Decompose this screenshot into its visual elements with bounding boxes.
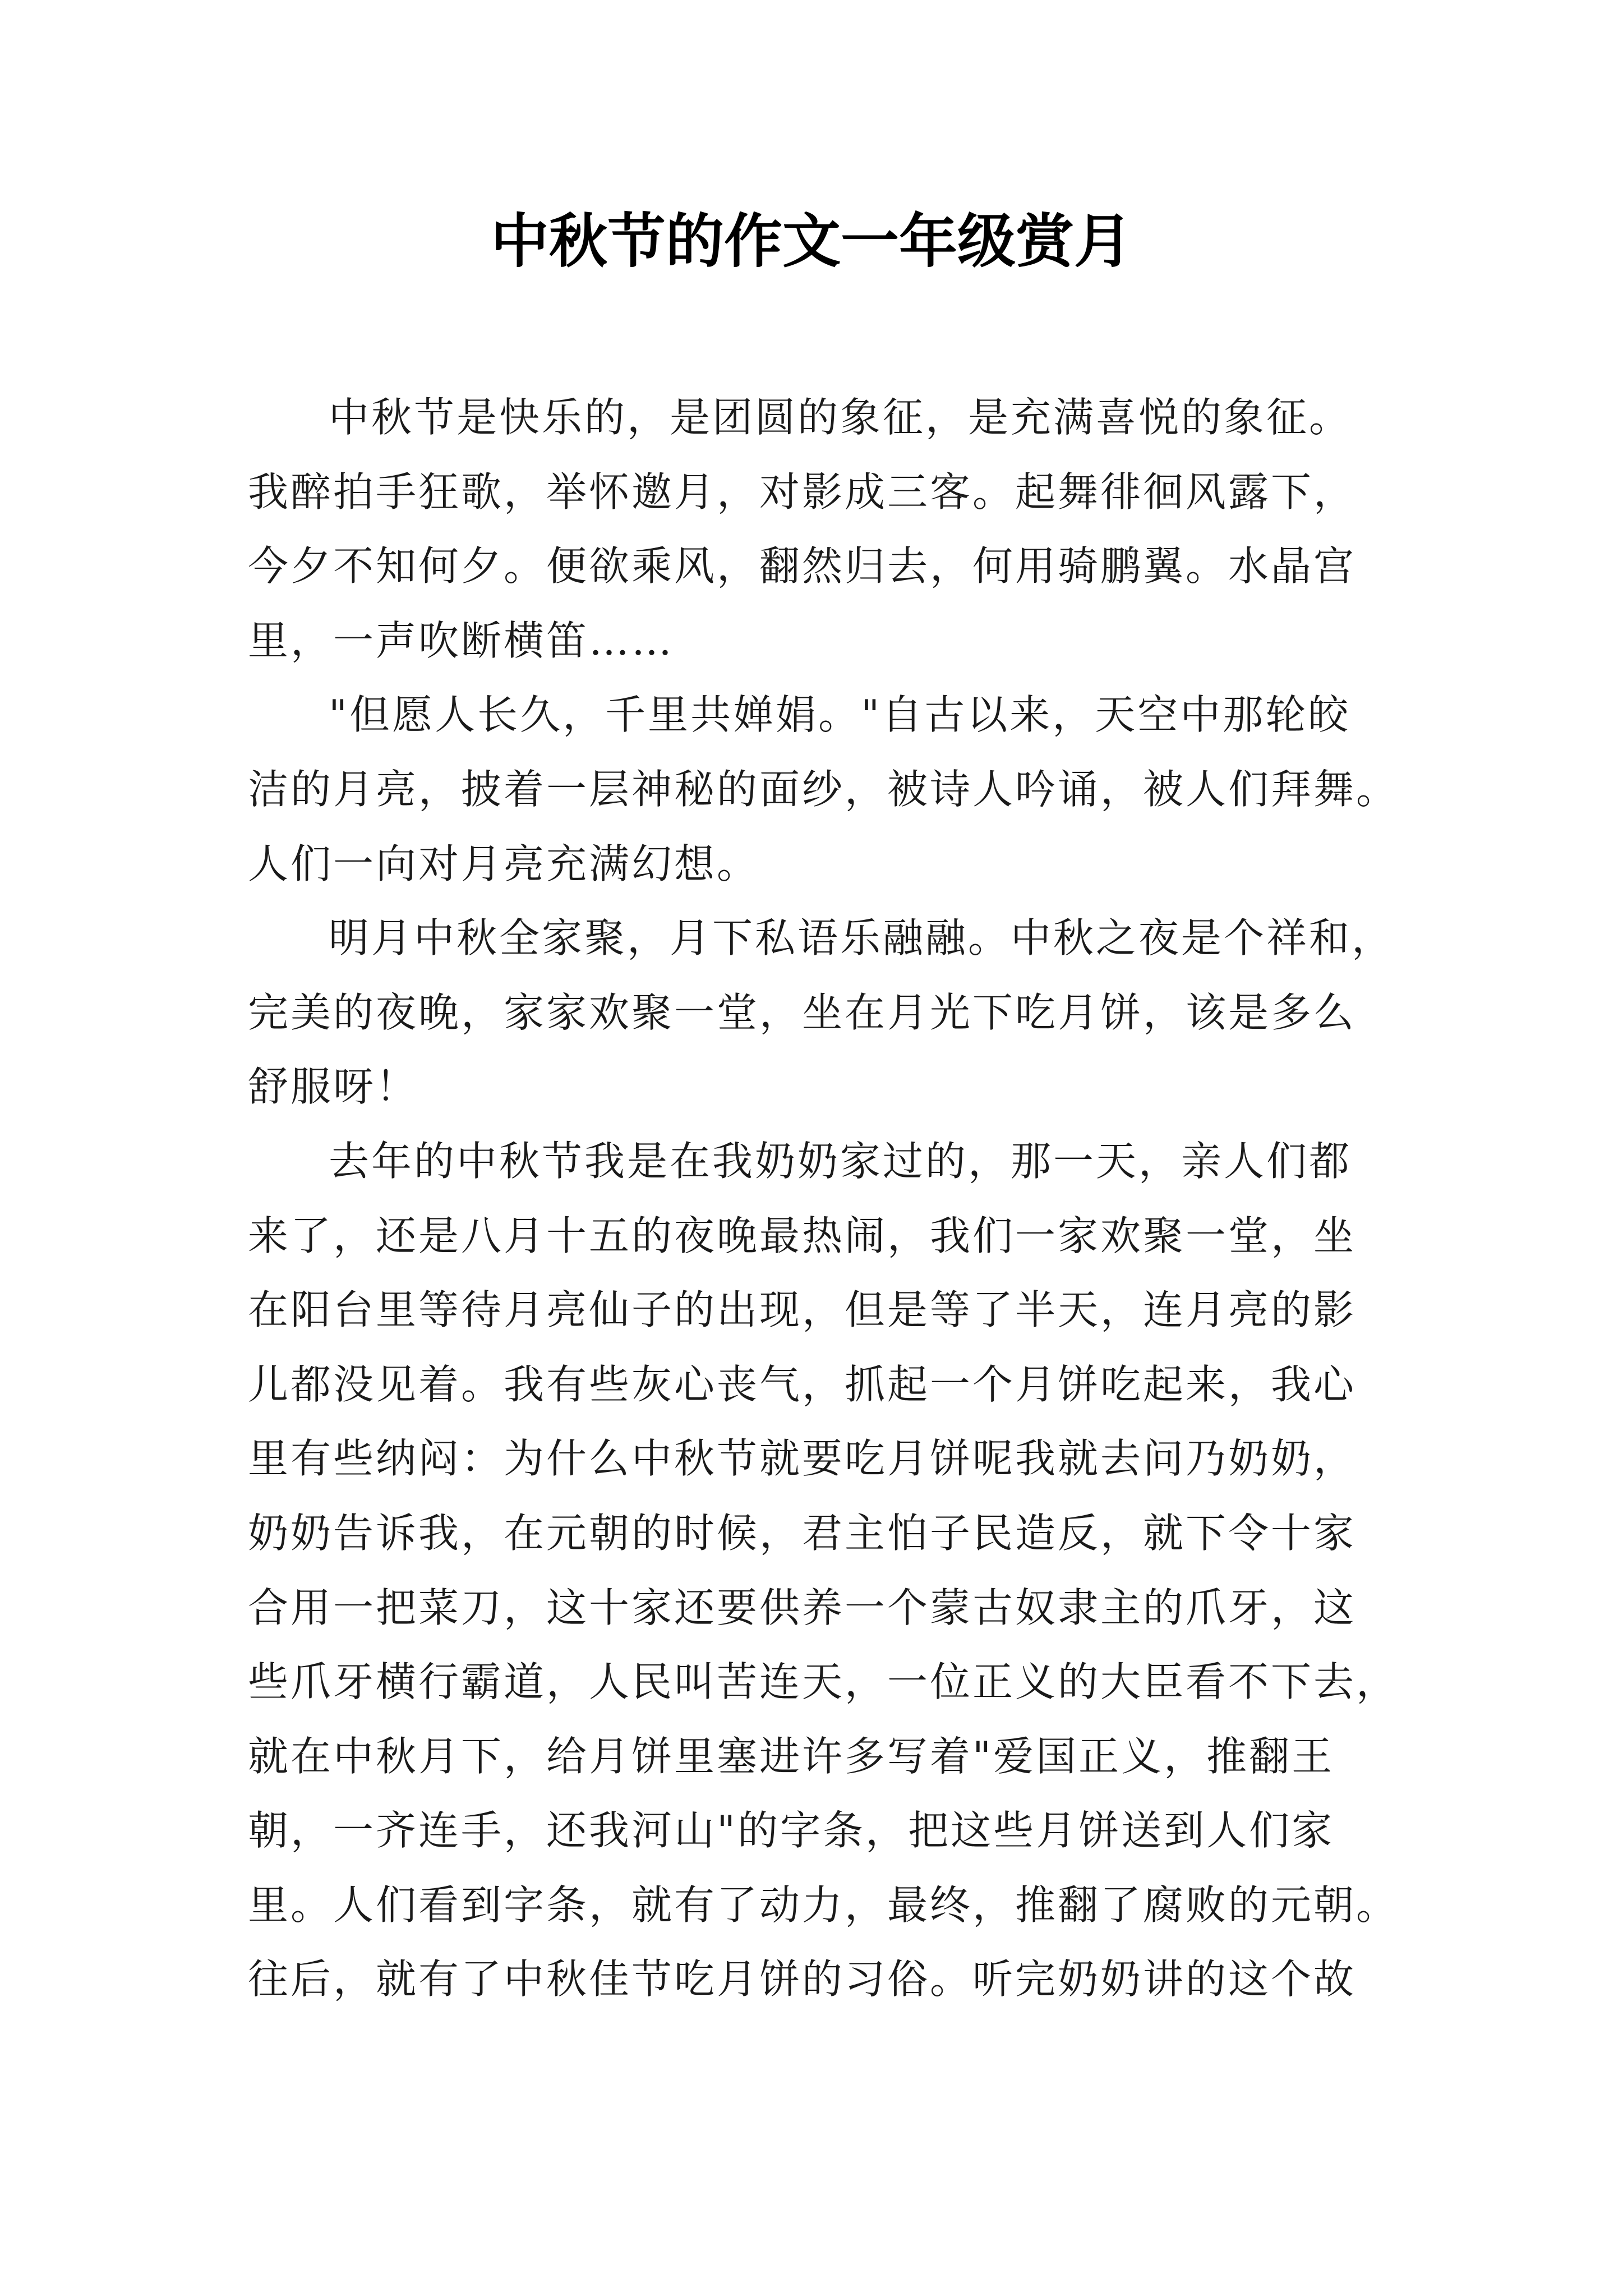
document-body [248,380,1414,2017]
text-line: 儿都没见着。我有些灰心丧气，抓起一个月饼吃起来，我心 [248,1360,1357,1408]
text-line: 在阳台里等待月亮仙子的出现，但是等了半天，连月亮的影 [248,1286,1357,1334]
text-line: 洁的月亮，披着一层神秘的面纱，被诗人吟诵，被人们拜舞。 [248,765,1399,813]
text-line: 就在中秋月下，给月饼里塞进许多写着"爱国正义，推翻王 [248,1732,1335,1780]
text-line: 里。人们看到字条，就有了动力，最终，推翻了腐败的元朝。 [248,1881,1399,1929]
paragraph-3 [248,901,1414,1124]
text-line: 人们一向对月亮充满幻想。 [248,840,760,887]
document-title: 中秋节的作文一年级赏月 [490,206,1132,275]
text-line: 去年的中秋节我是在我奶奶家过的，那一天，亲人们都 [329,1137,1352,1185]
paragraph-2 [248,678,1414,901]
text-line: 里，一声吹断横笛…… [248,616,675,664]
text-line: 些爪牙横行霸道，人民叫苦连天，一位正义的大臣看不下去， [248,1658,1399,1706]
text-line: "但愿人长久，千里共婵娟。"自古以来，天空中那轮皎 [329,691,1351,739]
text-line: 中秋节是快乐的，是团圆的象征，是充满喜悦的象征。 [329,394,1352,441]
text-line: 舒服呀！ [248,1063,419,1111]
text-line: 我醉拍手狂歌，举怀邀月，对影成三客。起舞徘徊风露下， [248,468,1357,516]
text-line: 来了，还是八月十五的夜晚最热闹，我们一家欢聚一堂，坐 [248,1212,1357,1259]
text-line: 奶奶告诉我，在元朝的时候，君主怕子民造反，就下令十家 [248,1509,1357,1557]
text-line: 明月中秋全家聚，月下私语乐融融。中秋之夜是个祥和， [329,914,1395,962]
text-line: 合用一把菜刀，这十家还要供养一个蒙古奴隶主的爪牙，这 [248,1584,1357,1631]
paragraph-1 [248,380,1414,678]
text-line: 朝，一齐连手，还我河山"的字条，把这些月饼送到人们家 [248,1807,1335,1855]
text-line: 往后，就有了中秋佳节吃月饼的习俗。听完奶奶讲的这个故 [248,1955,1357,2003]
text-line: 今夕不知何夕。便欲乘风，翻然归去，何用骑鹏翼。水晶宫 [248,542,1357,590]
paragraph-4 [248,1124,1414,2017]
text-line: 里有些纳闷：为什么中秋节就要吃月饼呢我就去问乃奶奶， [248,1435,1357,1483]
text-line: 完美的夜晚，家家欢聚一堂，坐在月光下吃月饼，该是多么 [248,988,1357,1036]
